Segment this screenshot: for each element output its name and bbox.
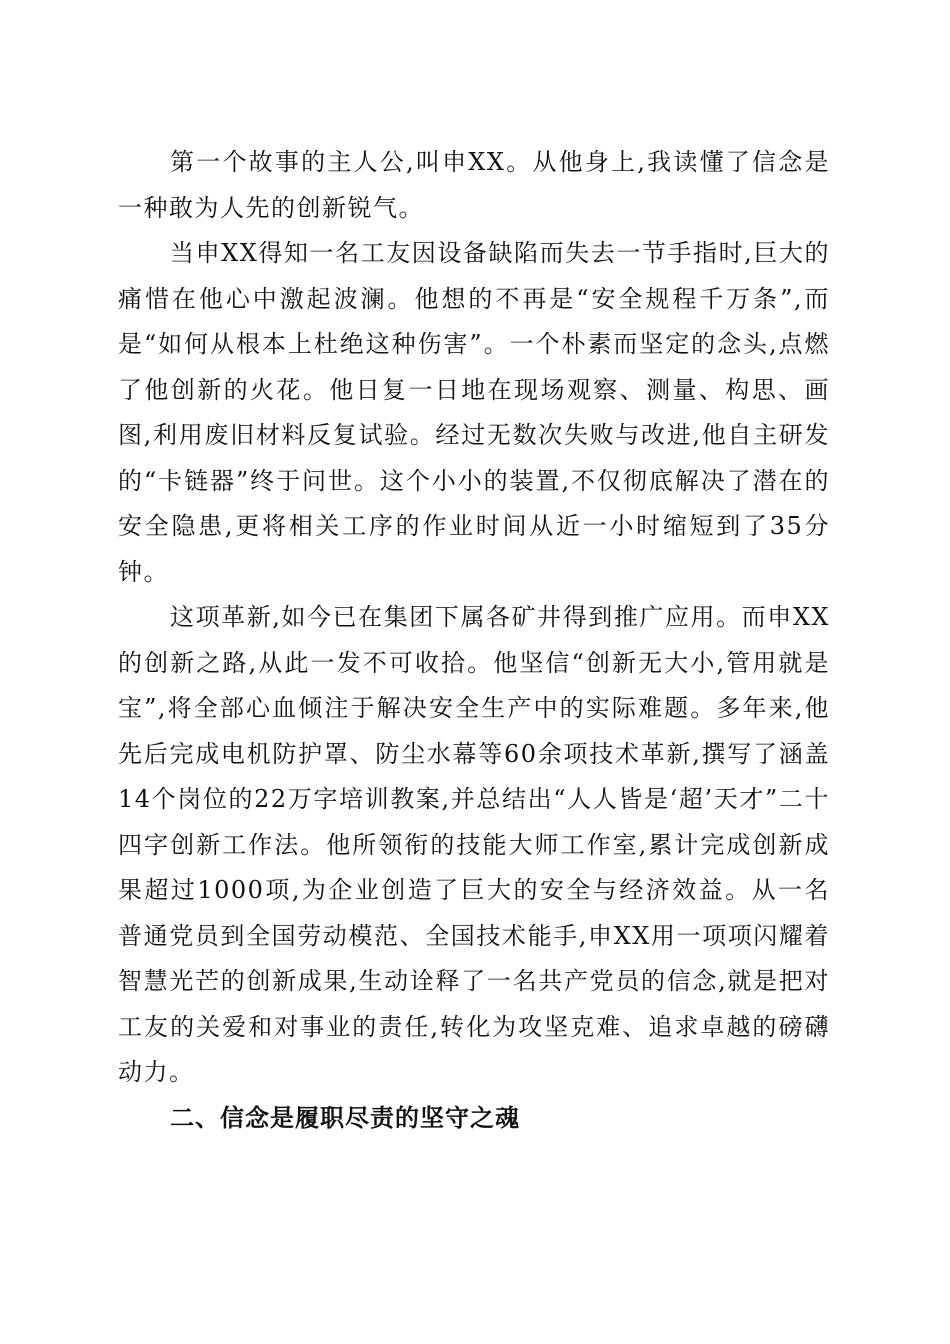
document-body [118, 140, 830, 1141]
section-heading: 二、信念是履职尽责的坚守之魂 [170, 1103, 520, 1132]
paragraph-chain-device: 当申XX得知一名工友因设备缺陷而失去一节手指时,巨大的痛惜在他心中激起波澜。他想的不再是“安全规程千万条”,而是“如何从根本上杜绝这种伤害”。一个朴素而坚定的念头,点燃了他创新的火花。他日复一日地在现场观察、测量、构思、画图,利用废旧材料反复试验。经过无数次失败与改进,他自主研发的“卡链器”终于问世。这个小小的装置,不仅彻底解决了潜在的安全隐患,更将相关工序的作业时间从近一小时缩短到了35分钟。 [118, 239, 830, 586]
paragraph-story-intro: 第一个故事的主人公,叫申XX。从他身上,我读懂了信念是一种敢为人先的创新锐气。 [118, 148, 830, 222]
paragraph-innovation-results: 这项革新,如今已在集团下属各矿井得到推广应用。而申XX的创新之路,从此一发不可收拾。他坚信“创新无大小,管用就是宝”,将全部心血倾注于解决安全生产中的实际难题。多年来,他先后完成电机防护罩、防尘水幕等60余项技术革新,撰写了涵盖14个岗位的22万字培训教案,并总结出“人人皆是‘超’天才”二十四字创新工作法。他所领衔的技能大师工作室,累计完成创新成果超过1000项,为企业创造了巨大的安全与经济效益。从一名普通党员到全国劳动模范、全国技术能手,申XX用一项项闪耀着智慧光芒的创新成果,生动诠释了一名共产党员的信念,就是把对工友的关爱和对事业的责任,转化为攻坚克难、追求卓越的磅礴动力。 [118, 603, 830, 1086]
